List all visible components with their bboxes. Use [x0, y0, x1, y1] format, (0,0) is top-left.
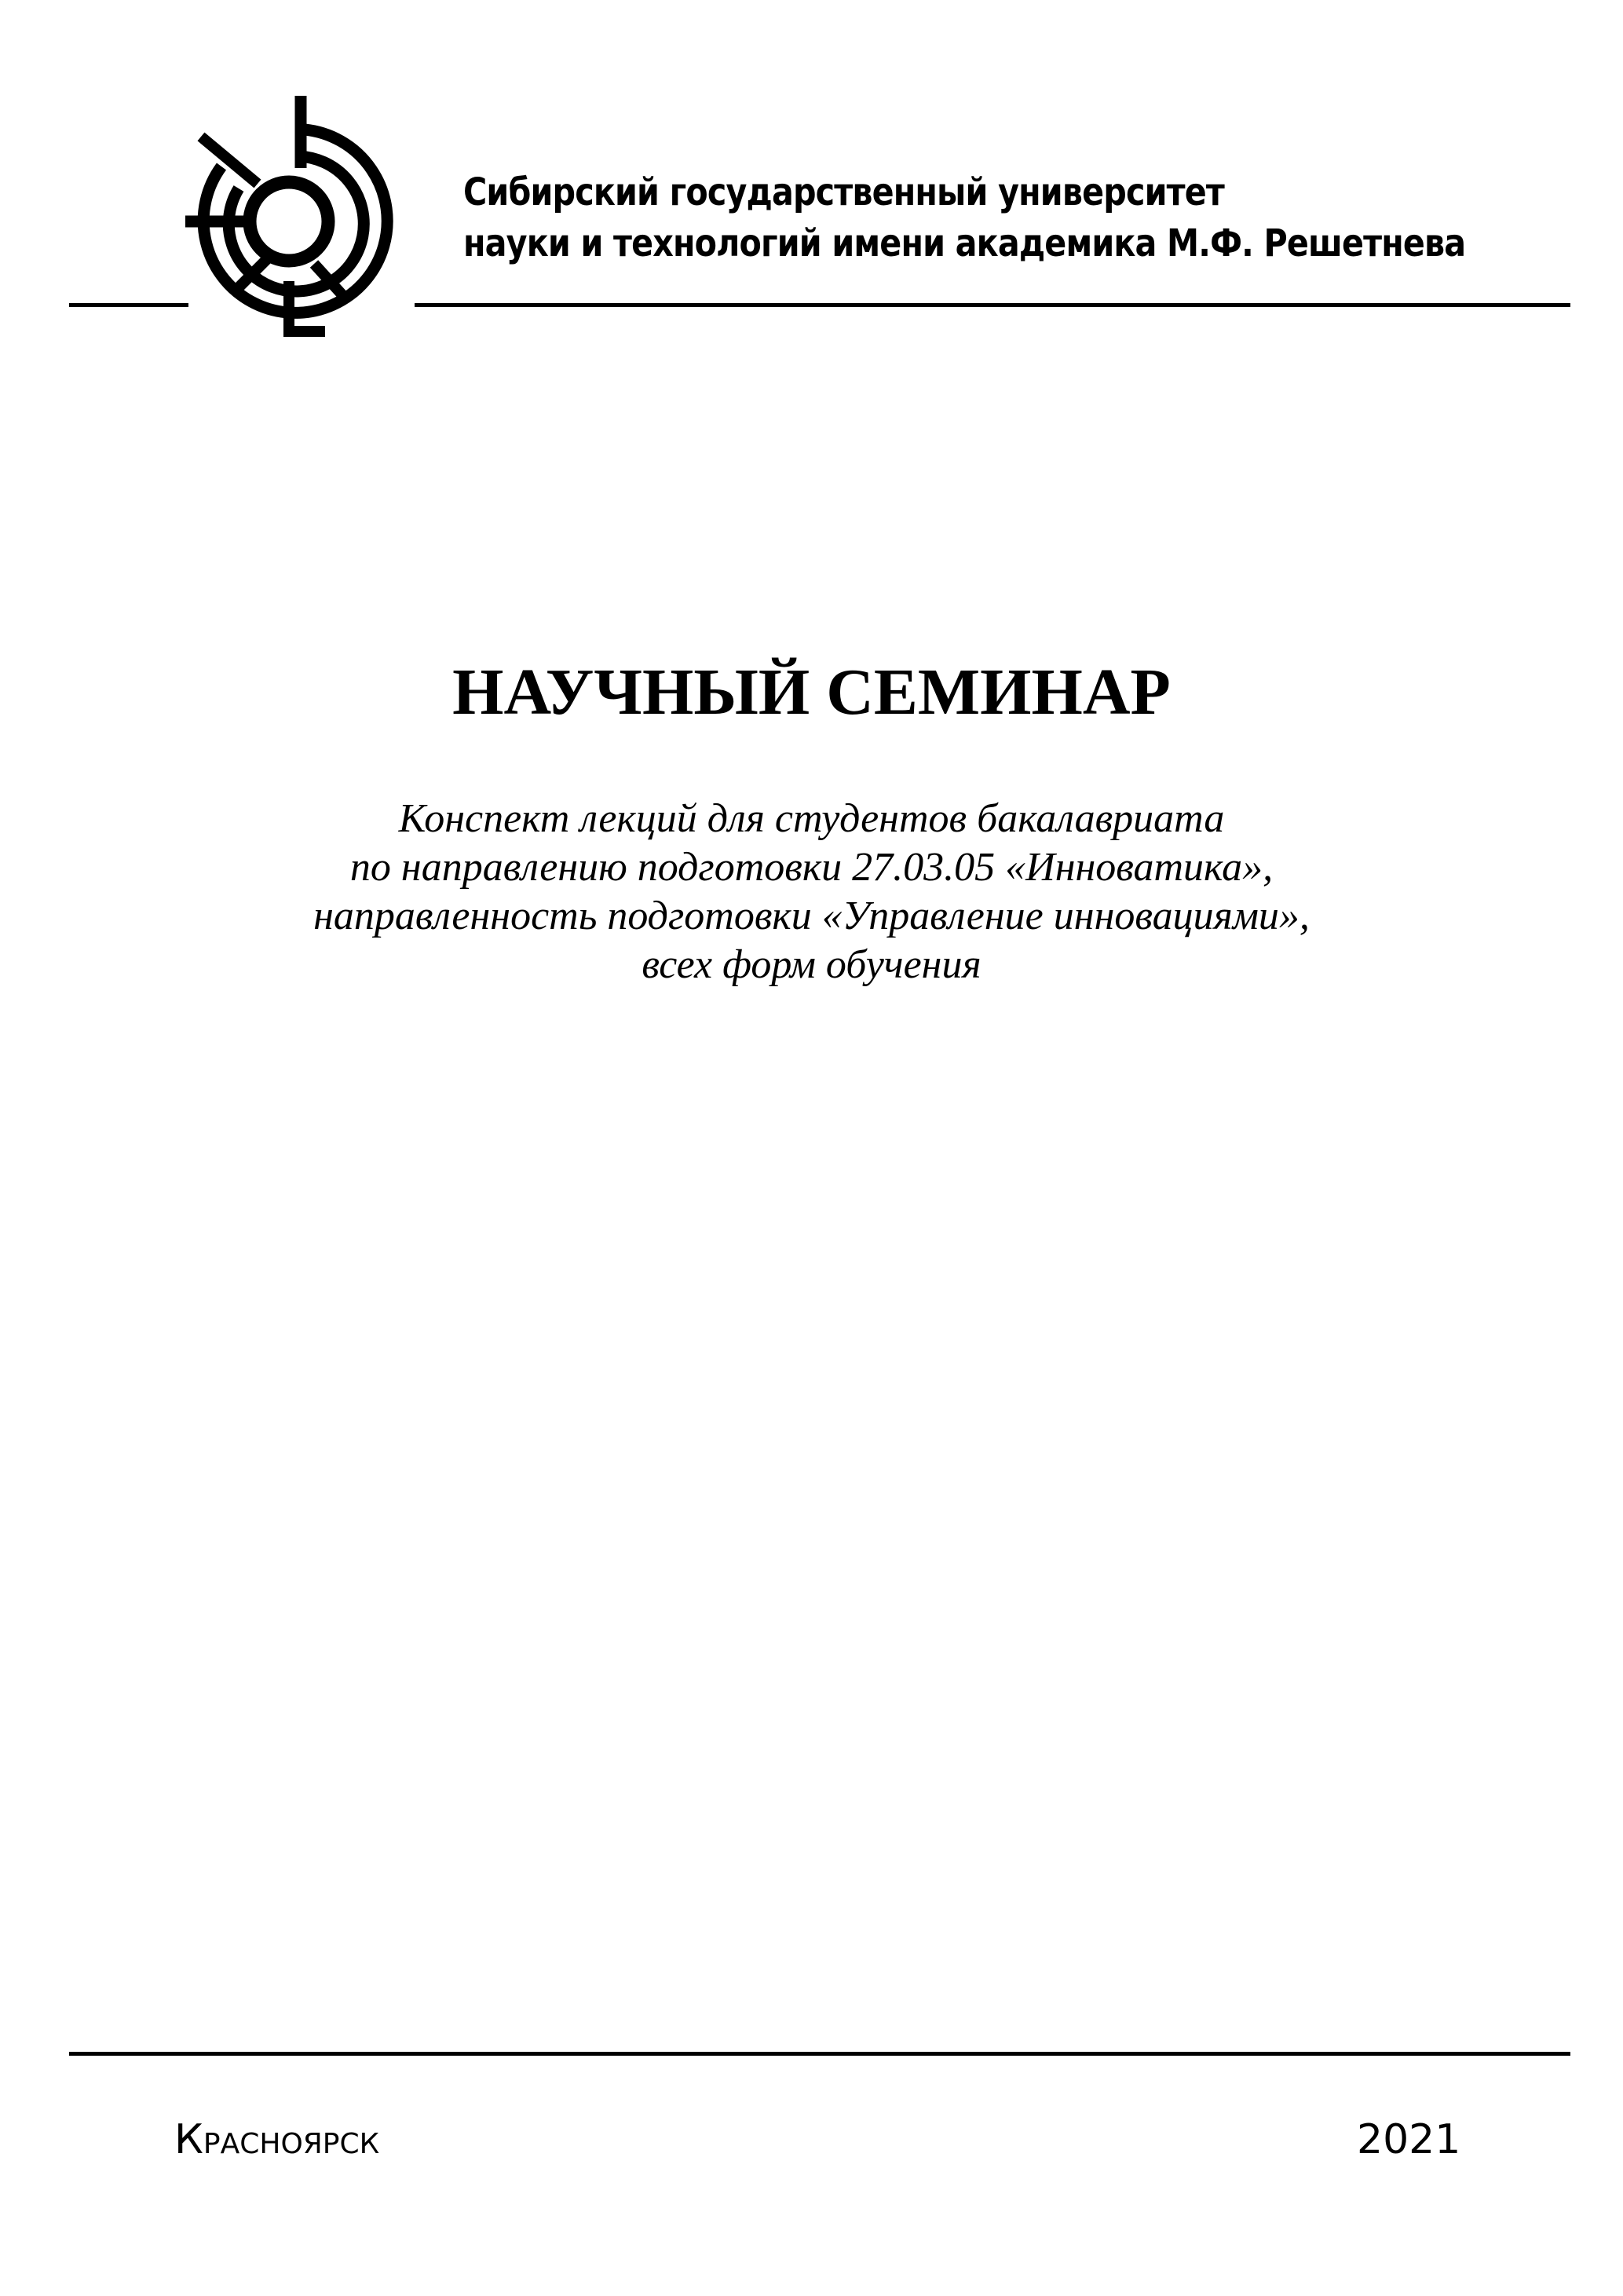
subtitle-line-2: по направлению подготовки 27.03.05 «Инноватика», [349, 845, 1274, 890]
footer-city: Красноярск [174, 2116, 380, 2163]
footer-divider [69, 2052, 1570, 2056]
document-subtitle [0, 795, 1623, 989]
university-name-line-2: науки и технологий имени академика М.Ф. Решетнева [463, 221, 1466, 265]
header-divider-left [69, 303, 188, 307]
subtitle-line-4: всех форм обучения [642, 942, 981, 987]
document-title: НАУЧНЫЙ СЕМИНАР [452, 656, 1171, 729]
subtitle-line-3: направленность подготовки «Управление инновациями», [313, 894, 1310, 938]
subtitle-line-1: Конспект лекций для студентов бакалавриата [398, 796, 1225, 841]
footer-year: 2021 [1357, 2116, 1461, 2163]
university-name-line-1: Сибирский государственный университет [463, 170, 1224, 214]
university-name [463, 167, 1466, 269]
header-divider-right [415, 303, 1570, 307]
university-emblem-icon [179, 96, 407, 347]
